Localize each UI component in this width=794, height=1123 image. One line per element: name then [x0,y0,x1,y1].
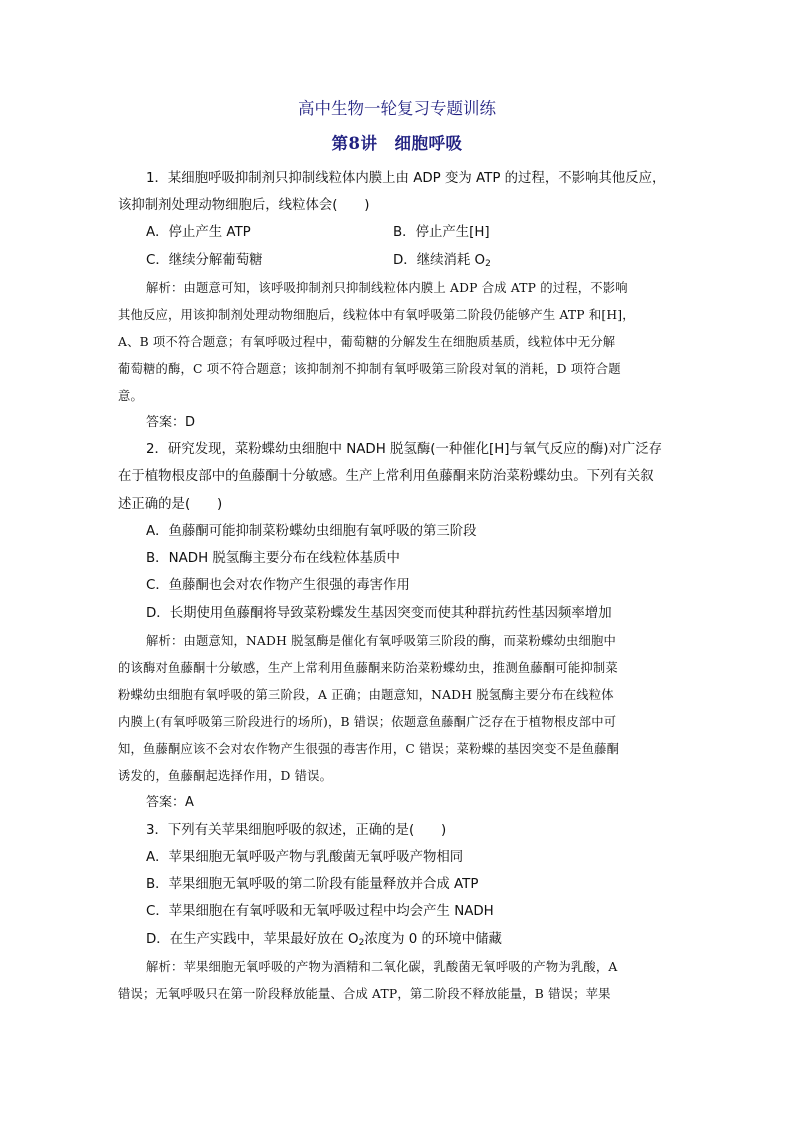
q3-option-c: C．苹果细胞在有氧呼吸和无氧呼吸过程中均会产生 NADH [146,904,494,919]
q1-answer: 答案：D [146,415,196,430]
q2-explanation-line6: 诱发的，鱼藤酮起选择作用，D 错误。 [118,769,333,783]
q2-option-b: B．NADH 脱氢酶主要分布在线粒体基质中 [146,551,400,566]
q1-stem-line2: 该抑制剂处理动物细胞后，线粒体会( ) [118,198,370,213]
q2-explanation-line4: 内膜上(有氧呼吸第三阶段进行的场所)，B 错误；依题意鱼藤酮广泛存在于植物根皮部中可 [118,715,617,729]
q1-explanation-line4: 葡萄糖的酶，C 项不符合题意；该抑制剂不抑制有氧呼吸第三阶段对氧的消耗，D 项符合题 [118,362,621,376]
document-title: 高中生物一轮复习专题训练 [298,99,496,118]
q2-option-d: D．长期使用鱼藤酮将导致菜粉蝶发生基因突变而使其种群抗药性基因频率增加 [146,606,612,621]
chapter-subtitle: 第8讲 细胞呼吸 [331,134,463,153]
q2-stem-line1: 2．研究发现，菜粉蝶幼虫细胞中 NADH 脱氢酶(一种催化[H]与氧气反应的酶)对广泛存 [146,442,663,457]
q3-stem-line1: 3．下列有关苹果细胞呼吸的叙述，正确的是( ) [146,823,447,838]
q2-stem-line2: 在于植物根皮部中的鱼藤酮十分敏感。生产上常利用鱼藤酮来防治菜粉蝶幼虫。下列有关叙 [118,469,654,484]
q2-stem-line3: 述正确的是( ) [118,497,223,512]
q3-explanation-line2: 错误；无氧呼吸只在第一阶段释放能量、合成 ATP，第二阶段不释放能量，B 错误；苹果 [118,987,611,1001]
q2-explanation-line3: 粉蝶幼虫细胞有氧呼吸的第三阶段，A 正确；由题意知，NADH 脱氢酶主要分布在线粒体 [118,688,614,702]
q2-explanation-line5: 知，鱼藤酮应该不会对农作物产生很强的毒害作用，C 错误；菜粉蝶的基因突变不是鱼藤酮 [118,742,620,756]
q1-option-a: A．停止产生 ATP [146,225,251,240]
q2-explanation-line2: 的该酶对鱼藤酮十分敏感，生产上常利用鱼藤酮来防治菜粉蝶幼虫，推测鱼藤酮可能抑制菜 [118,661,618,675]
q1-explanation-line3: A、B 项不符合题意；有氧呼吸过程中，葡萄糖的分解发生在细胞质基质，线粒体中无分解 [118,335,616,349]
q1-stem-line1: 1．某细胞呼吸抑制剂只抑制线粒体内膜上由 ADP 变为 ATP 的过程，不影响其他反应， [146,171,666,186]
q2-answer: 答案：A [146,795,194,810]
q2-option-c: C．鱼藤酮也会对农作物产生很强的毒害作用 [146,578,410,593]
q3-option-d: D．在生产实践中，苹果最好放在 $O_2$浓度为 0 的环境中储藏 [146,932,502,948]
q3-explanation-line1: 解析：苹果细胞无氧呼吸的产物为酒精和二氧化碳，乳酸菌无氧呼吸的产物为乳酸，A [146,960,618,974]
q3-option-a: A．苹果细胞无氧呼吸产物与乳酸菌无氧呼吸产物相同 [146,850,464,865]
q1-explanation-line1: 解析：由题意可知，该呼吸抑制剂只抑制线粒体内膜上 ADP 合成 ATP 的过程，不影响 [146,281,628,295]
q2-option-a: A．鱼藤酮可能抑制菜粉蝶幼虫细胞有氧呼吸的第三阶段 [146,524,477,539]
q1-option-c: C．继续分解葡萄糖 [146,253,263,268]
q1-option-b: B．停止产生[H] [393,225,490,240]
q1-explanation-line5: 意。 [118,389,143,403]
q1-explanation-line2: 其他反应，用该抑制剂处理动物细胞后，线粒体中有氧呼吸第二阶段仍能够产生 ATP 和[H]， [118,308,635,322]
q1-option-d: D．继续消耗 $O_2$ [393,253,491,269]
q3-option-b: B．苹果细胞无氧呼吸的第二阶段有能量释放并合成 ATP [146,877,479,892]
q2-explanation-line1: 解析：由题意知，NADH 脱氢酶是催化有氧呼吸第三阶段的酶，而菜粉蝶幼虫细胞中 [146,634,617,648]
